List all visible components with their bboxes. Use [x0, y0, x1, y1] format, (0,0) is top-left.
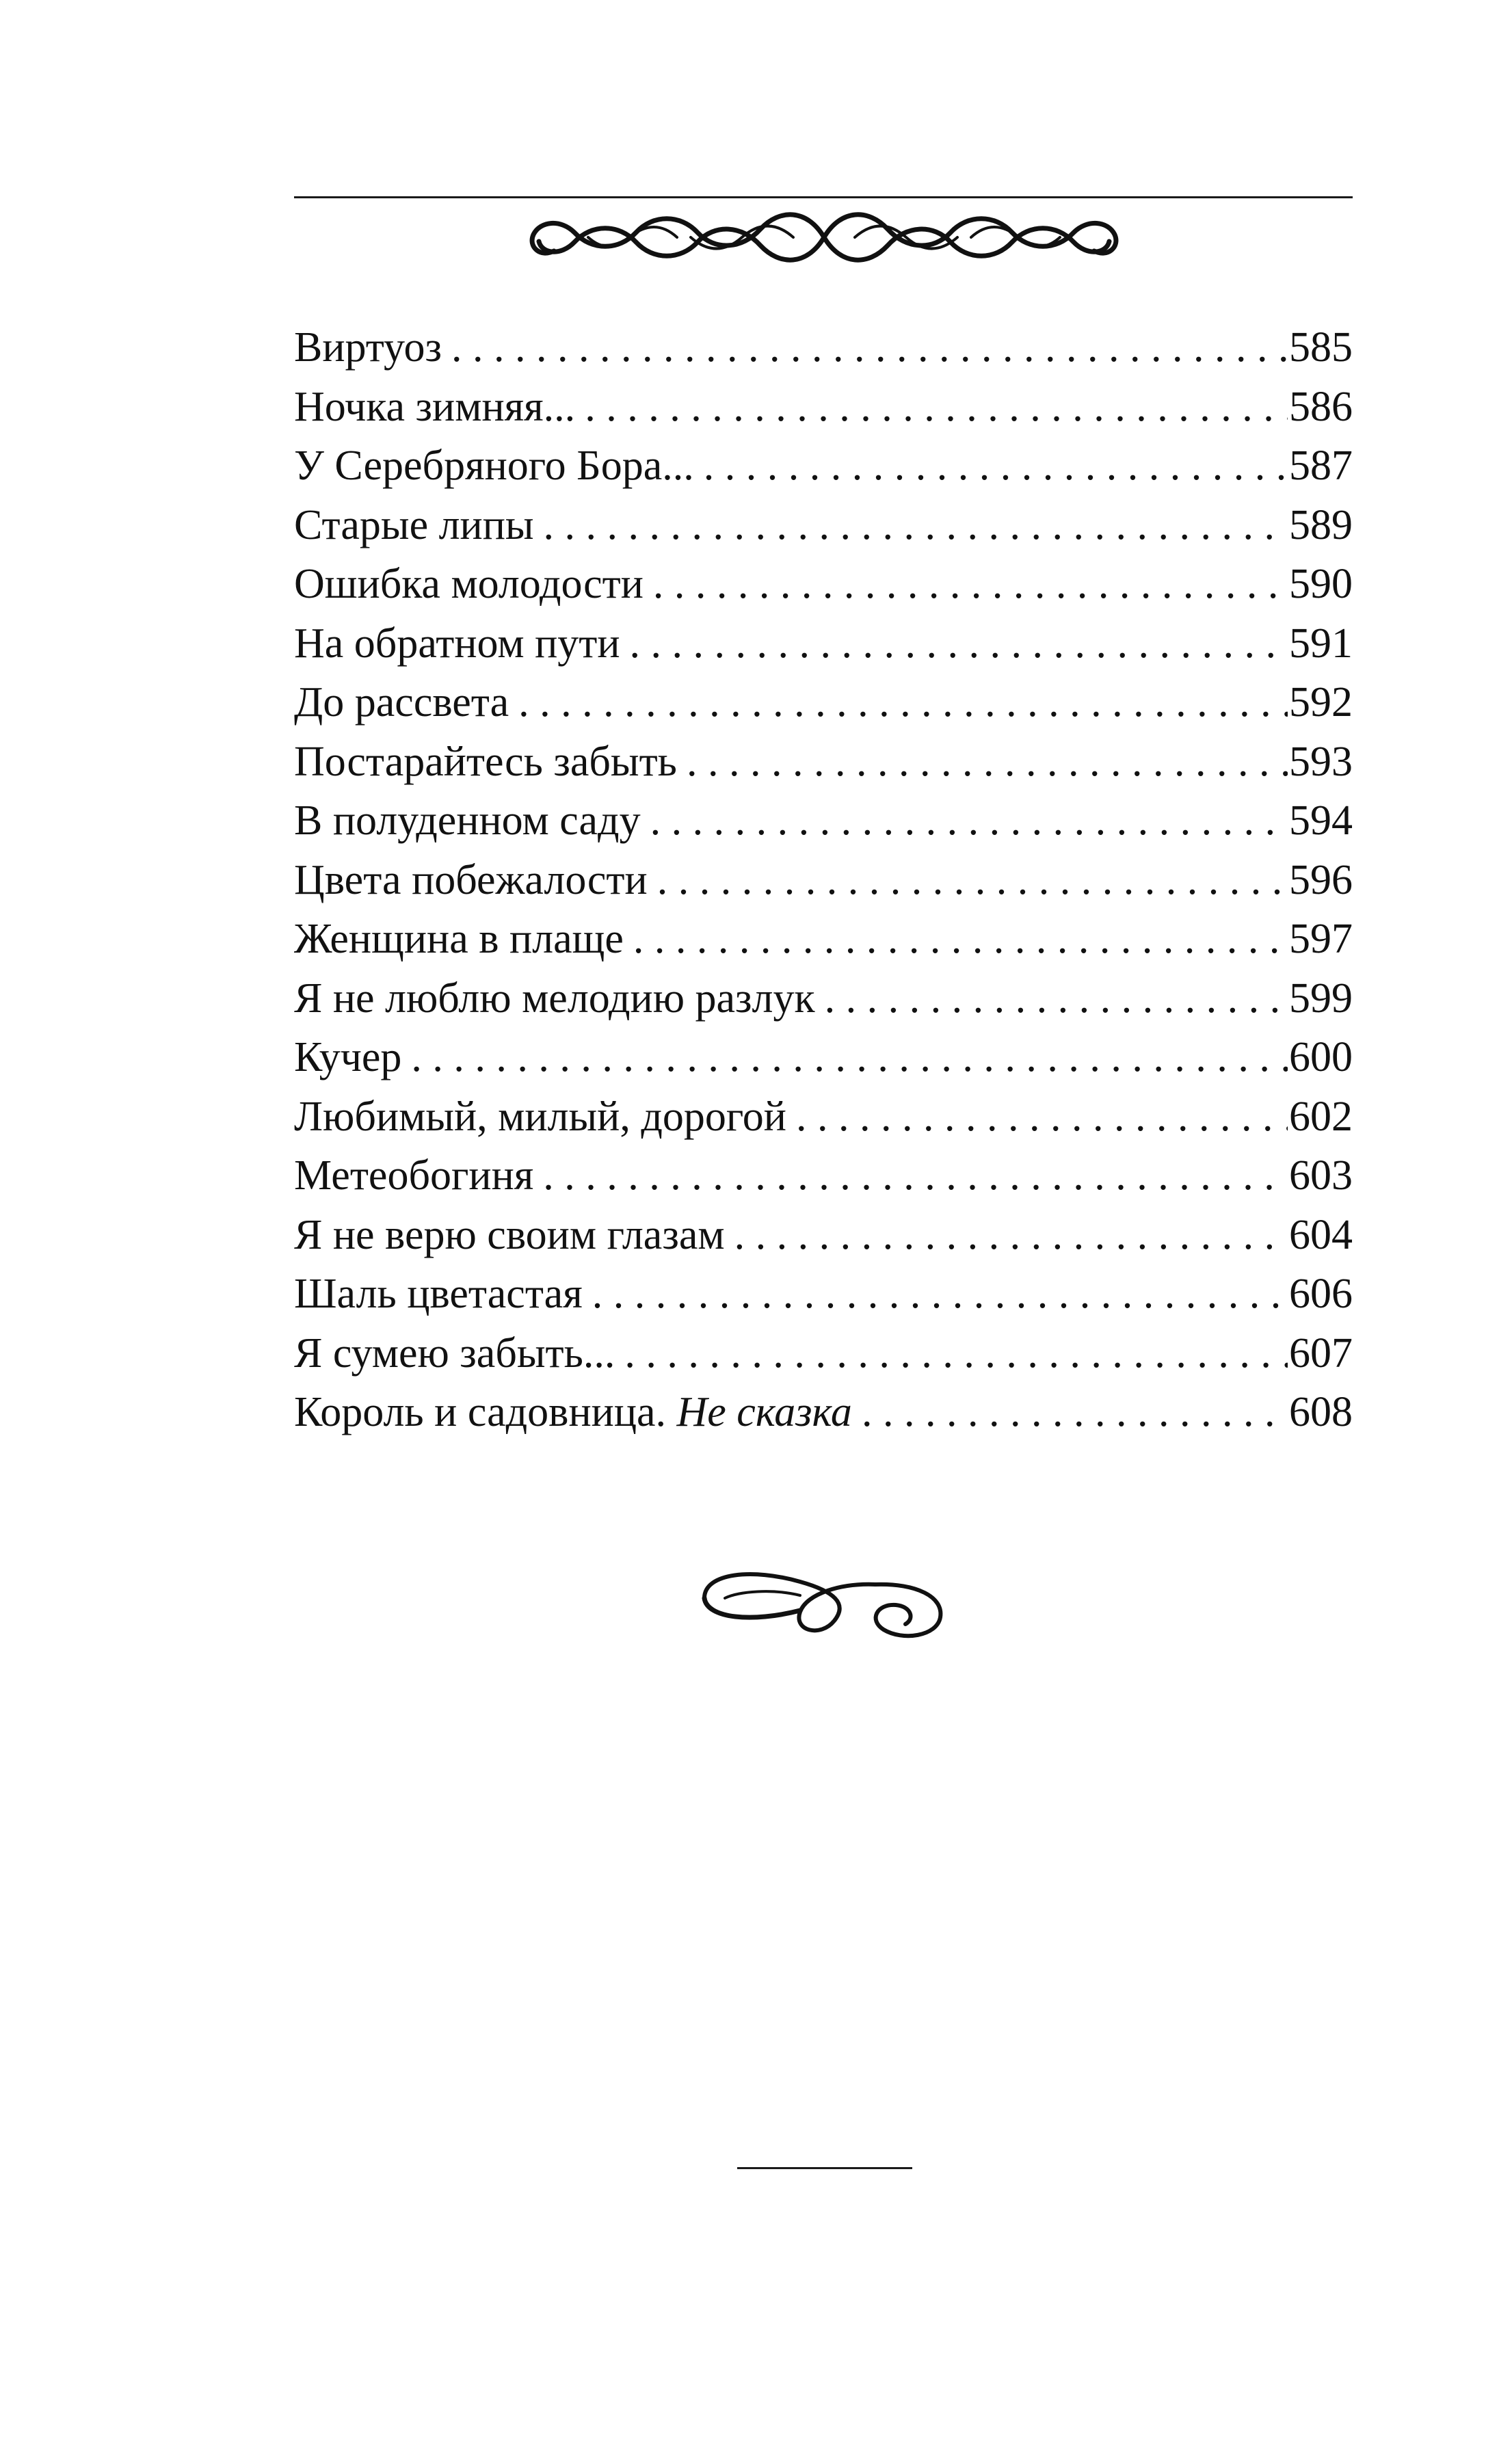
- toc-entry: [294, 377, 1353, 437]
- toc-entry-page-number: 586: [1289, 383, 1353, 430]
- toc-entry-page-number: 590: [1289, 561, 1353, 607]
- toc-entry: [294, 732, 1353, 792]
- toc-entry-page-number: 593: [1289, 738, 1353, 785]
- toc-entry-title-text: Виртуоз: [294, 324, 442, 371]
- toc-entry: [294, 1087, 1353, 1147]
- toc-entry: [294, 1264, 1353, 1324]
- dot-leader: [796, 1087, 1288, 1147]
- dot-leader: [585, 377, 1288, 437]
- scroll-flourish-icon: [506, 195, 1142, 280]
- toc-entry-title-text: В полуденном саду: [294, 797, 641, 844]
- toc-entry: [294, 910, 1353, 969]
- toc-entry: [294, 436, 1353, 496]
- toc-entry-page-number: 594: [1289, 797, 1353, 844]
- toc-entry-title: [294, 910, 633, 969]
- toc-entry-page-number: 603: [1289, 1152, 1353, 1199]
- toc-entry-title: [294, 1146, 543, 1206]
- dot-leader: [653, 555, 1288, 614]
- toc-entry-title: [294, 377, 585, 437]
- toc-entry-page-number: 599: [1289, 974, 1353, 1022]
- toc-entry-title-text: У Серебряного Бора...: [294, 442, 694, 489]
- toc-entry-title-text: Любимый, милый, дорогой: [294, 1093, 786, 1140]
- toc-entry-page-number: 607: [1289, 1329, 1353, 1377]
- dot-leader: [650, 791, 1288, 851]
- toc-entry: [294, 1146, 1353, 1206]
- toc-entry-title-text: Ошибка молодости: [294, 561, 644, 607]
- toc-entry-title-text: Метеобогиня: [294, 1152, 534, 1199]
- toc-entry-title-text: Я сумею забыть...: [294, 1329, 615, 1377]
- toc-entry-page-number: 589: [1289, 501, 1353, 548]
- dot-leader: [825, 969, 1288, 1028]
- dot-leader: [592, 1264, 1288, 1324]
- toc-entry: [294, 496, 1353, 555]
- table-of-contents: [294, 318, 1353, 1442]
- toc-entry: [294, 969, 1353, 1028]
- toc-entry-title: [294, 496, 544, 555]
- toc-entry: [294, 1383, 1353, 1442]
- toc-entry-title: [294, 791, 650, 851]
- toc-entry-page-number: 600: [1289, 1034, 1353, 1080]
- toc-entry-title-text: До рассвета: [294, 679, 509, 726]
- toc-entry: [294, 555, 1353, 614]
- toc-entry-page-number: 604: [1289, 1211, 1353, 1258]
- toc-entry-title: [294, 318, 451, 377]
- toc-entry-page-number: 606: [1289, 1271, 1353, 1317]
- toc-entry-title-text: Цвета побежалости: [294, 856, 648, 903]
- toc-entry: [294, 1028, 1353, 1087]
- toc-entry: [294, 1206, 1353, 1265]
- toc-entry-page-number: 608: [1289, 1389, 1353, 1435]
- toc-entry-title: [294, 732, 687, 792]
- toc-entry-title-text: Король и садовница.: [294, 1389, 667, 1435]
- footer-rule: [737, 2167, 912, 2169]
- toc-entry: [294, 851, 1353, 910]
- toc-entry-page-number: 585: [1289, 324, 1353, 371]
- toc-entry-title-text: Я не верю своим глазам: [294, 1211, 725, 1258]
- toc-entry-title: [294, 851, 657, 910]
- toc-entry: [294, 791, 1353, 851]
- toc-entry: [294, 673, 1353, 732]
- toc-entry-title-text: Постарайтесь забыть: [294, 738, 677, 785]
- dot-leader: [687, 732, 1288, 792]
- toc-entry-title-text: Ночка зимняя...: [294, 383, 576, 430]
- dot-leader: [633, 910, 1288, 969]
- toc-entry-page-number: 591: [1289, 620, 1353, 667]
- toc-entry-title: [294, 1087, 796, 1147]
- dot-leader: [543, 1146, 1288, 1206]
- toc-entry-title: [294, 614, 630, 674]
- toc-entry-title-text: Кучер: [294, 1034, 402, 1080]
- toc-entry-title: [294, 436, 704, 496]
- toc-entry-title: [294, 1324, 624, 1383]
- dot-leader: [518, 673, 1288, 732]
- dot-leader: [411, 1028, 1288, 1087]
- toc-entry: [294, 1324, 1353, 1383]
- dot-leader: [630, 614, 1288, 674]
- toc-entry: [294, 318, 1353, 377]
- toc-entry-page-number: 597: [1289, 916, 1353, 962]
- dot-leader: [624, 1324, 1288, 1383]
- dot-leader: [862, 1383, 1288, 1442]
- dot-leader: [451, 318, 1288, 377]
- toc-entry-title: [294, 555, 653, 614]
- toc-entry-subtitle: Не сказка: [676, 1389, 852, 1435]
- toc-entry-page-number: 602: [1289, 1093, 1353, 1140]
- toc-entry-title-text: Шаль цветастая: [294, 1271, 583, 1317]
- toc-entry-title-text: Старые липы: [294, 501, 534, 548]
- toc-entry-title: [294, 1264, 592, 1324]
- toc-entry: [294, 614, 1353, 674]
- toc-entry-title: [294, 1383, 862, 1442]
- dot-leader: [704, 436, 1288, 496]
- toc-entry-title: [294, 1028, 411, 1087]
- toc-entry-title-text: На обратном пути: [294, 620, 620, 667]
- toc-entry-page-number: 592: [1289, 679, 1353, 726]
- toc-entry-title: [294, 673, 518, 732]
- dot-leader: [734, 1206, 1288, 1265]
- dot-leader: [657, 851, 1288, 910]
- toc-entry-title-text: Женщина в плаще: [294, 916, 624, 962]
- toc-entry-page-number: 587: [1289, 442, 1353, 489]
- toc-entry-title: [294, 1206, 734, 1265]
- swirl-flourish-icon: [698, 1556, 951, 1648]
- dot-leader: [544, 496, 1288, 555]
- toc-entry-title: [294, 969, 825, 1028]
- toc-entry-title-text: Я не люблю мелодию разлук: [294, 974, 815, 1022]
- toc-entry-page-number: 596: [1289, 856, 1353, 903]
